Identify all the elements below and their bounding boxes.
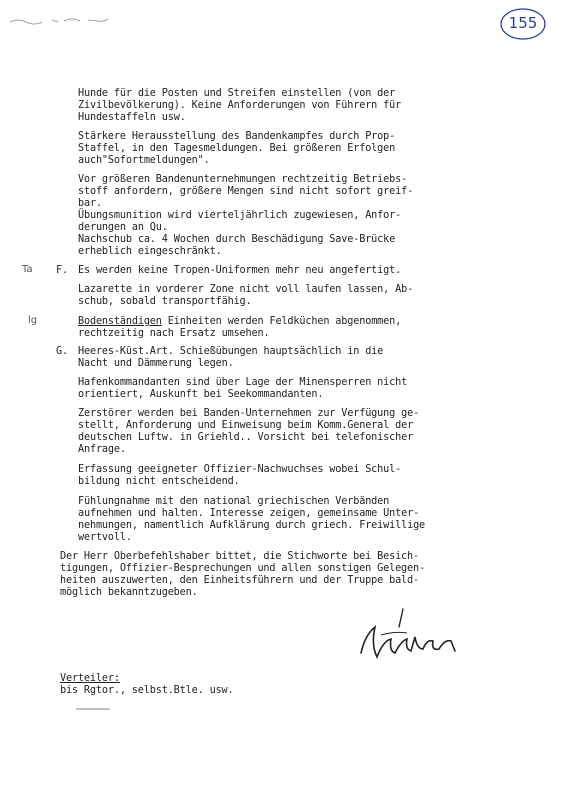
section-letter: G.	[56, 346, 68, 357]
verteiler-line: bis Rgtor., selbst.Btle. usw.	[60, 685, 234, 696]
text-line: rechtzeitig nach Ersatz umsehen.	[78, 328, 270, 339]
text-line: Hunde für die Posten und Streifen einstellen (von der	[78, 88, 396, 99]
text-line: bildung nicht entscheidend.	[78, 476, 240, 487]
text-line: stoff anfordern, größere Mengen sind nicht sofort greif-	[78, 186, 414, 197]
handwritten-signature	[355, 605, 485, 665]
text-line: deutschen Luftw. in Griehld.. Vorsicht bei telefonischer	[78, 432, 414, 443]
text-line: Nacht und Dämmerung legen.	[78, 358, 234, 369]
text-line: Vor größeren Bandenunternehmungen rechtzeitig Betriebs-	[78, 174, 408, 185]
text-line: auch"Sofortmeldungen".	[78, 155, 210, 166]
text-line: Nachschub ca. 4 Wochen durch Beschädigung Save-Brücke	[78, 234, 396, 245]
margin-handwritten-mark: lg	[28, 315, 38, 326]
text-line: Anfrage.	[78, 444, 126, 455]
text-line: wertvoll.	[78, 532, 132, 543]
text-line: Es werden keine Tropen-Uniformen mehr neu angefertigt.	[78, 265, 402, 276]
text-line: bar.	[78, 198, 102, 209]
text-line: erheblich eingeschränkt.	[78, 246, 222, 257]
text-line	[78, 316, 401, 328]
text-line: Hafenkommandanten sind über Lage der Minensperren nicht	[78, 377, 408, 388]
text-line: nehmungen, namentlich Aufklärung durch griech. Freiwillige	[78, 520, 426, 531]
text-line: Übungsmunition wird vierteljährlich zugewiesen, Anfor-	[78, 210, 402, 221]
text-line: Erfassung geeigneter Offizier-Nachwuchses wobei Schul-	[78, 464, 402, 475]
text-line: Stärkere Herausstellung des Bandenkampfes durch Prop-	[78, 131, 396, 142]
text-line: aufnehmen und halten. Interesse zeigen, gemeinsame Unter-	[78, 508, 420, 519]
underlined-word: Bodenständigen	[78, 316, 162, 327]
top-scribble	[8, 14, 128, 28]
section-letter: F.	[56, 265, 68, 276]
bottom-mark	[74, 706, 114, 712]
page-number: 155	[508, 14, 538, 32]
page-number-stamp	[498, 6, 548, 42]
text-line: schub, sobald transportfähig.	[78, 296, 252, 307]
text-line: Heeres-Küst.Art. Schießübungen hauptsächlich in die	[78, 346, 384, 357]
text-line: Lazarette in vorderer Zone nicht voll laufen lassen, Ab-	[78, 284, 414, 295]
text-line: Der Herr Oberbefehlshaber bittet, die Stichworte bei Besich-	[60, 551, 420, 562]
text-line: orientiert, Auskunft bei Seekommandanten.	[78, 389, 324, 400]
text-line: Fühlungnahme mit den national griechischen Verbänden	[78, 496, 390, 507]
text-line: derungen an Qu.	[78, 222, 168, 233]
text-line: möglich bekanntzugeben.	[60, 587, 198, 598]
text-line: stellt, Anforderung und Einweisung beim Komm.General der	[78, 420, 414, 431]
text-line: heiten auszuwerten, den Einheitsführern und der Truppe bald-	[60, 575, 420, 586]
text-line: Zerstörer werden bei Banden-Unternehmen zur Verfügung ge-	[78, 408, 420, 419]
text-line: Zivilbevölkerung). Keine Anforderungen von Führern für	[78, 100, 402, 111]
text-line: tigungen, Offizier-Besprechungen und allen sonstigen Gelegen-	[60, 563, 425, 574]
text-line: Hundestaffeln usw.	[78, 112, 186, 123]
verteiler-heading	[60, 673, 120, 685]
verteiler-label: Verteiler:	[60, 673, 120, 684]
text-line: Staffel, in den Tagesmeldungen. Bei größeren Erfolgen	[78, 143, 396, 154]
margin-handwritten-mark: Ta	[22, 264, 33, 275]
text-fragment: Einheiten werden Feldküchen abgenommen,	[161, 316, 402, 327]
